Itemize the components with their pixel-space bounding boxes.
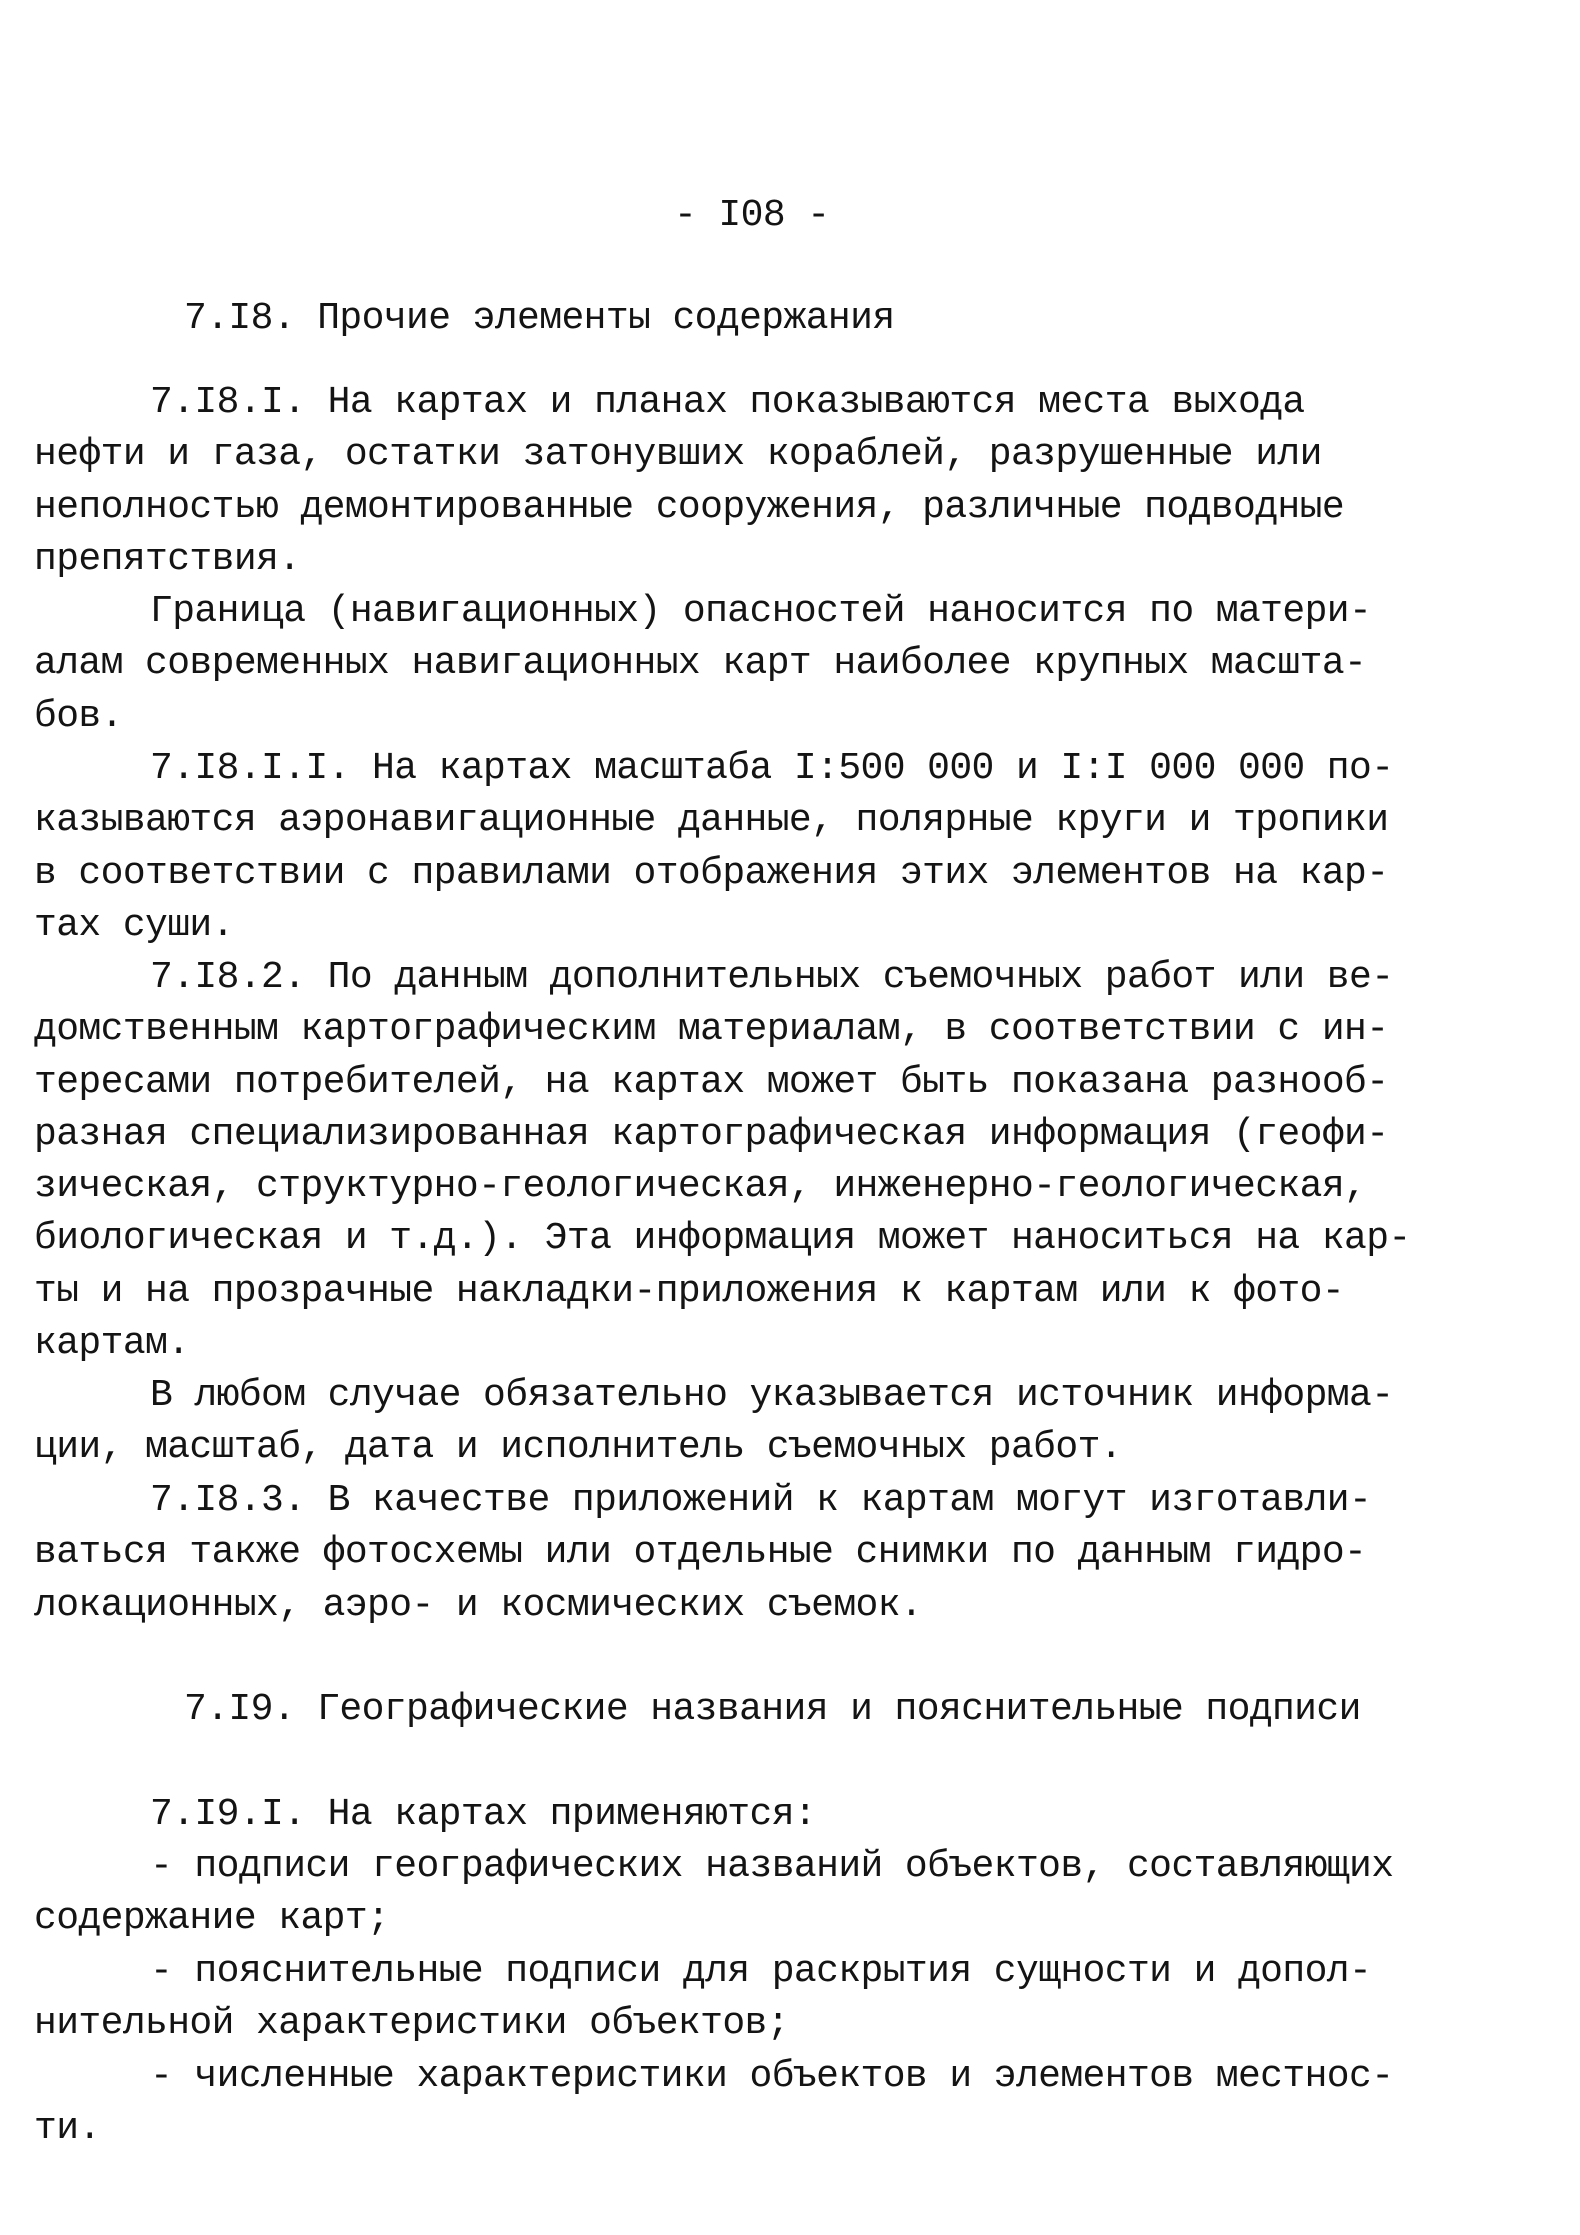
text-line: 7.I8.3. В качестве приложений к картам могут изготавли- xyxy=(150,1479,1372,1522)
page-number: - I08 - xyxy=(674,194,830,237)
text-line: 7.I8.I. На картах и планах показываются места выхода xyxy=(150,381,1305,424)
text-line: алам современных навигационных карт наиболее крупных масшта- xyxy=(34,642,1367,686)
text-line: неполностью демонтированные сооружения, различные подводные xyxy=(34,485,1345,529)
text-line: содержание карт; xyxy=(34,1897,390,1941)
paragraph-7-18-1-1 xyxy=(34,743,1394,952)
text-line: картам. xyxy=(34,1322,190,1366)
text-line: зическая, структурно-геологическая, инженерно-геологическая, xyxy=(34,1165,1367,1209)
text-line: нефти и газа, остатки затонувших кораблей, разрушенные или xyxy=(34,433,1322,477)
text-line: - пояснительные подписи для раскрытия сущности и допол- xyxy=(150,1950,1372,1993)
list-item-geographic-names xyxy=(34,1841,1394,1946)
text-line: 7.I9.I. На картах применяются: xyxy=(150,1793,817,1836)
section-heading-7-18: 7.I8. Прочие элементы содержания xyxy=(184,297,895,340)
paragraph-source-info xyxy=(34,1370,1394,1475)
text-line: биологическая и т.д.). Эта информация может наноситься на кар- xyxy=(34,1217,1411,1261)
text-line: казываются аэронавигационные данные, полярные круги и тропики xyxy=(34,799,1389,843)
text-line: ты и на прозрачные накладки-приложения к картам или к фото- xyxy=(34,1269,1345,1313)
text-line: Граница (навигационных) опасностей наносится по матери- xyxy=(150,590,1372,633)
text-line: домственным картографическим материалам, в соответствии с ин- xyxy=(34,1008,1389,1052)
paragraph-7-18-1 xyxy=(34,377,1364,586)
paragraph-7-18-2 xyxy=(34,952,1411,1370)
paragraph-boundary xyxy=(34,586,1372,743)
text-line: препятствия. xyxy=(34,537,301,581)
text-line: ти. xyxy=(34,2107,101,2151)
text-line: нительной характеристики объектов; xyxy=(34,2002,789,2046)
list-item-explanatory-labels xyxy=(34,1946,1372,2051)
section-heading-7-19: 7.I9. Географические названия и пояснительные подписи xyxy=(184,1688,1361,1731)
text-line: - подписи географических названий объектов, составляющих xyxy=(150,1845,1394,1888)
paragraph-7-19-1 xyxy=(34,1789,1364,1841)
text-line: ваться также фотосхемы или отдельные снимки по данным гидро- xyxy=(34,1531,1367,1575)
text-line: разная специализированная картографическая информация (геофи- xyxy=(34,1112,1389,1156)
text-line: тах суши. xyxy=(34,903,234,947)
text-line: ции, масштаб, дата и исполнитель съемочных работ. xyxy=(34,1426,1122,1470)
text-line: - численные характеристики объектов и элементов местнос- xyxy=(150,2055,1394,2098)
text-line: 7.I8.2. По данным дополнительных съемочных работ или ве- xyxy=(150,956,1394,999)
text-line: локационных, аэро- и космических съемок. xyxy=(34,1583,923,1627)
list-item-numeric-characteristics xyxy=(34,2051,1394,2156)
text-line: бов. xyxy=(34,694,123,738)
paragraph-7-18-3 xyxy=(34,1475,1372,1632)
text-line: В любом случае обязательно указывается источник информа- xyxy=(150,1374,1394,1417)
text-line: в соответствии с правилами отображения этих элементов на кар- xyxy=(34,851,1389,895)
text-line: 7.I8.I.I. На картах масштаба I:500 000 и I:I 000 000 по- xyxy=(150,747,1394,790)
text-line: тересами потребителей, на картах может быть показана разнооб- xyxy=(34,1060,1389,1104)
